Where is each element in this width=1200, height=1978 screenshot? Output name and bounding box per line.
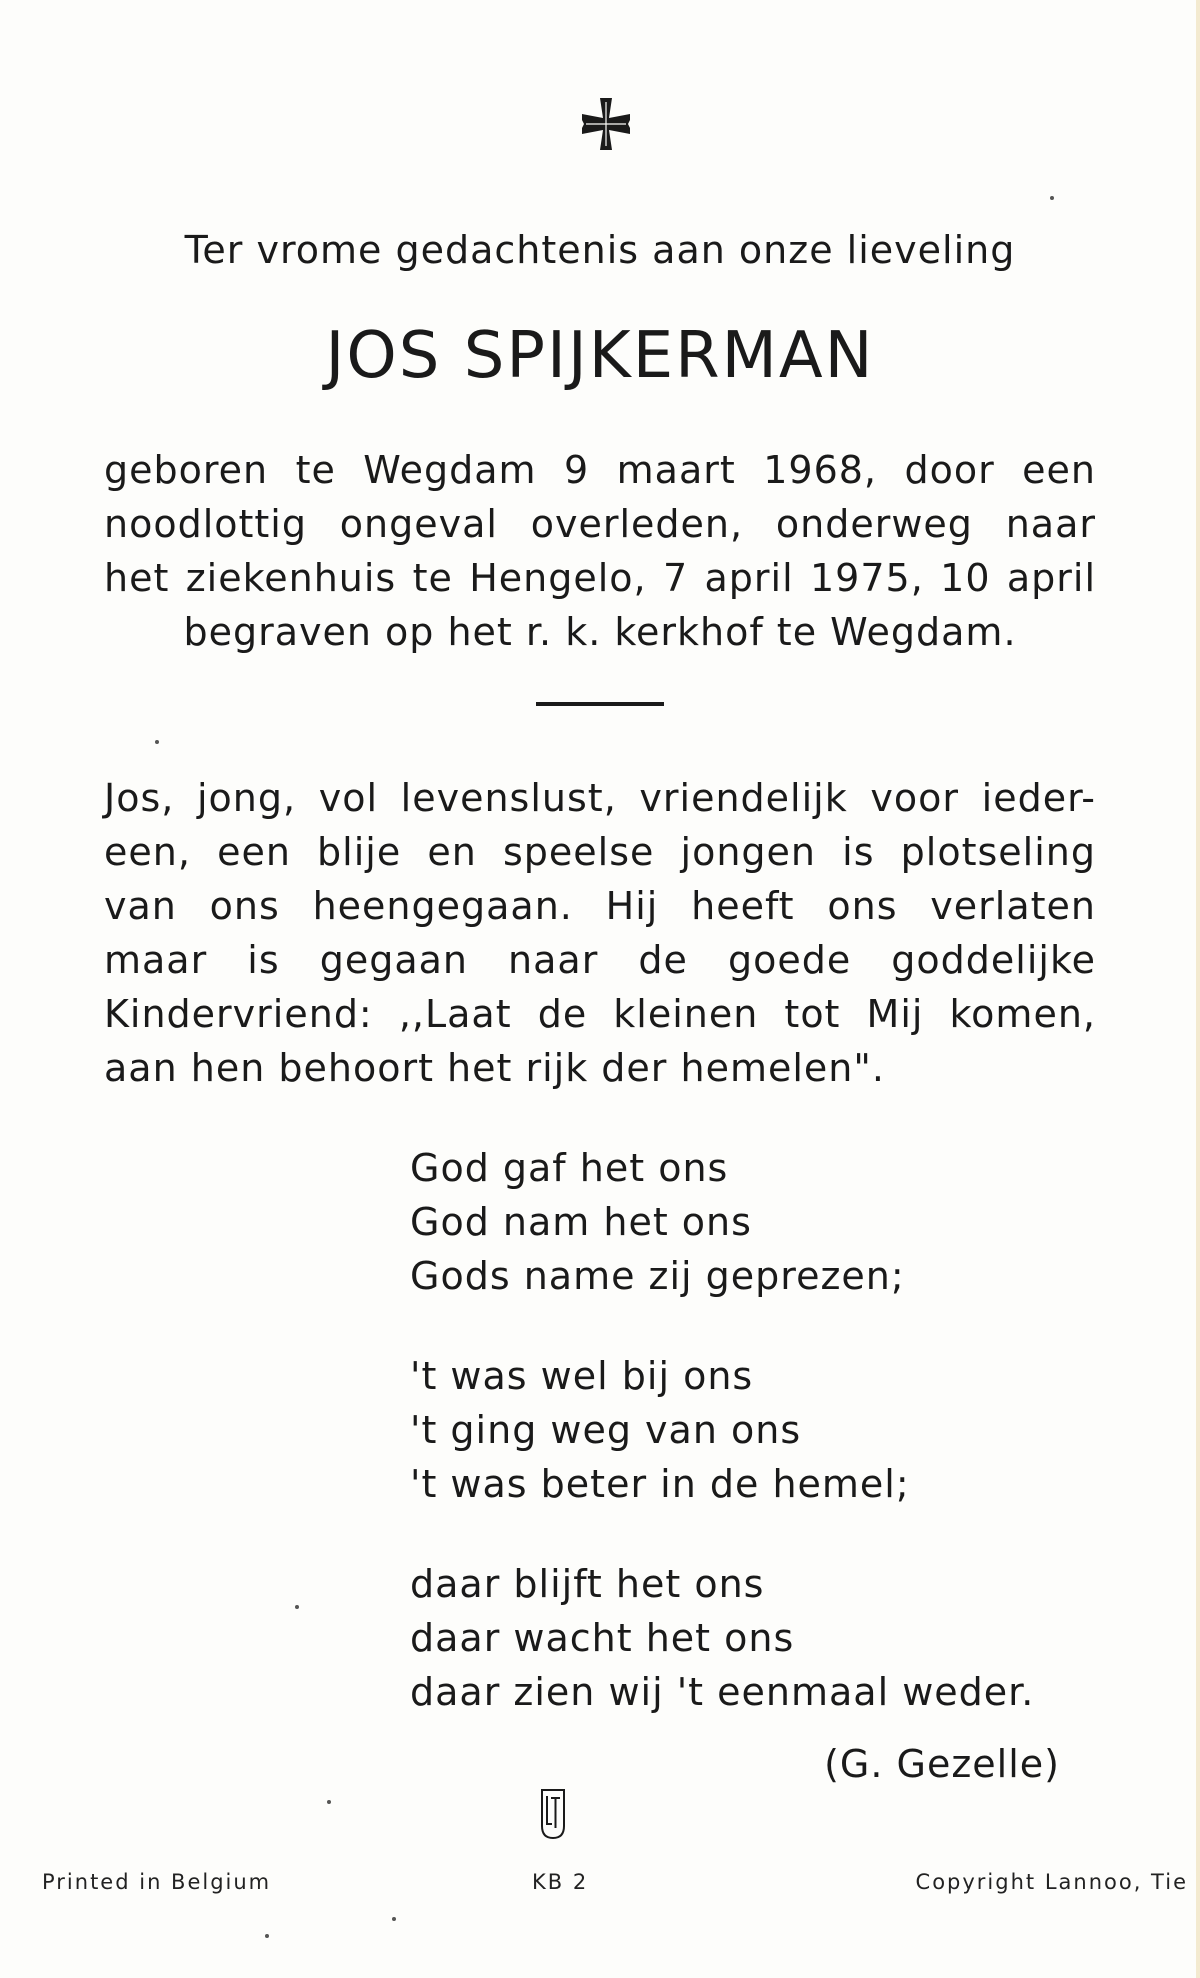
poem-line: daar zien wij 't eenmaal weder. [410,1670,1035,1714]
footer-printed-in: Printed in Belgium [42,1870,272,1894]
footer-copyright: Copyright Lannoo, Tie [915,1870,1188,1894]
birth-line: het ziekenhuis te Hengelo, 7 april 1975, 10 april [104,556,1096,600]
speck [327,1800,331,1804]
memorial-line: Kindervriend: ,,Laat de kleinen tot Mij komen, [104,992,1096,1036]
speck [155,740,159,744]
lannoo-logo-icon [538,1786,568,1842]
footer-catalog-code: KB 2 [532,1870,589,1894]
intro-text: Ter vrome gedachtenis aan onze lieveling [184,228,1016,272]
poem-attribution: (G. Gezelle) [824,1742,1060,1786]
birth-line: noodlottig ongeval overleden, onderweg naar [104,502,1096,546]
speck [1050,196,1054,200]
paper-edge [1196,0,1200,1978]
poem-line: 't was wel bij ons [410,1354,754,1398]
speck [295,1605,299,1609]
speck [392,1917,396,1921]
poem-line: God gaf het ons [410,1146,729,1190]
birth-line: geboren te Wegdam 9 maart 1968, door een [104,448,1096,492]
deceased-name: JOS SPIJKERMAN [325,319,875,393]
memorial-line: maar is gegaan naar de goede goddelijke [104,938,1096,982]
divider-rule [536,702,664,706]
poem-line: daar wacht het ons [410,1616,795,1660]
poem-line: daar blijft het ons [410,1562,765,1606]
poem-line: Gods name zij geprezen; [410,1254,905,1298]
memorial-line: aan hen behoort het rijk der hemelen". [104,1046,885,1090]
memorial-line: Jos, jong, vol levenslust, vriendelijk voor ieder- [104,776,1096,820]
cross-icon [578,96,634,152]
poem-line: 't ging weg van ons [410,1408,802,1452]
poem-line: God nam het ons [410,1200,752,1244]
speck [265,1934,269,1938]
birth-line: begraven op het r. k. kerkhof te Wegdam. [183,610,1017,654]
memorial-line: een, een blije en speelse jongen is plotseling [104,830,1096,874]
poem-line: 't was beter in de hemel; [410,1462,910,1506]
memorial-line: van ons heengegaan. Hij heeft ons verlaten [104,884,1096,928]
